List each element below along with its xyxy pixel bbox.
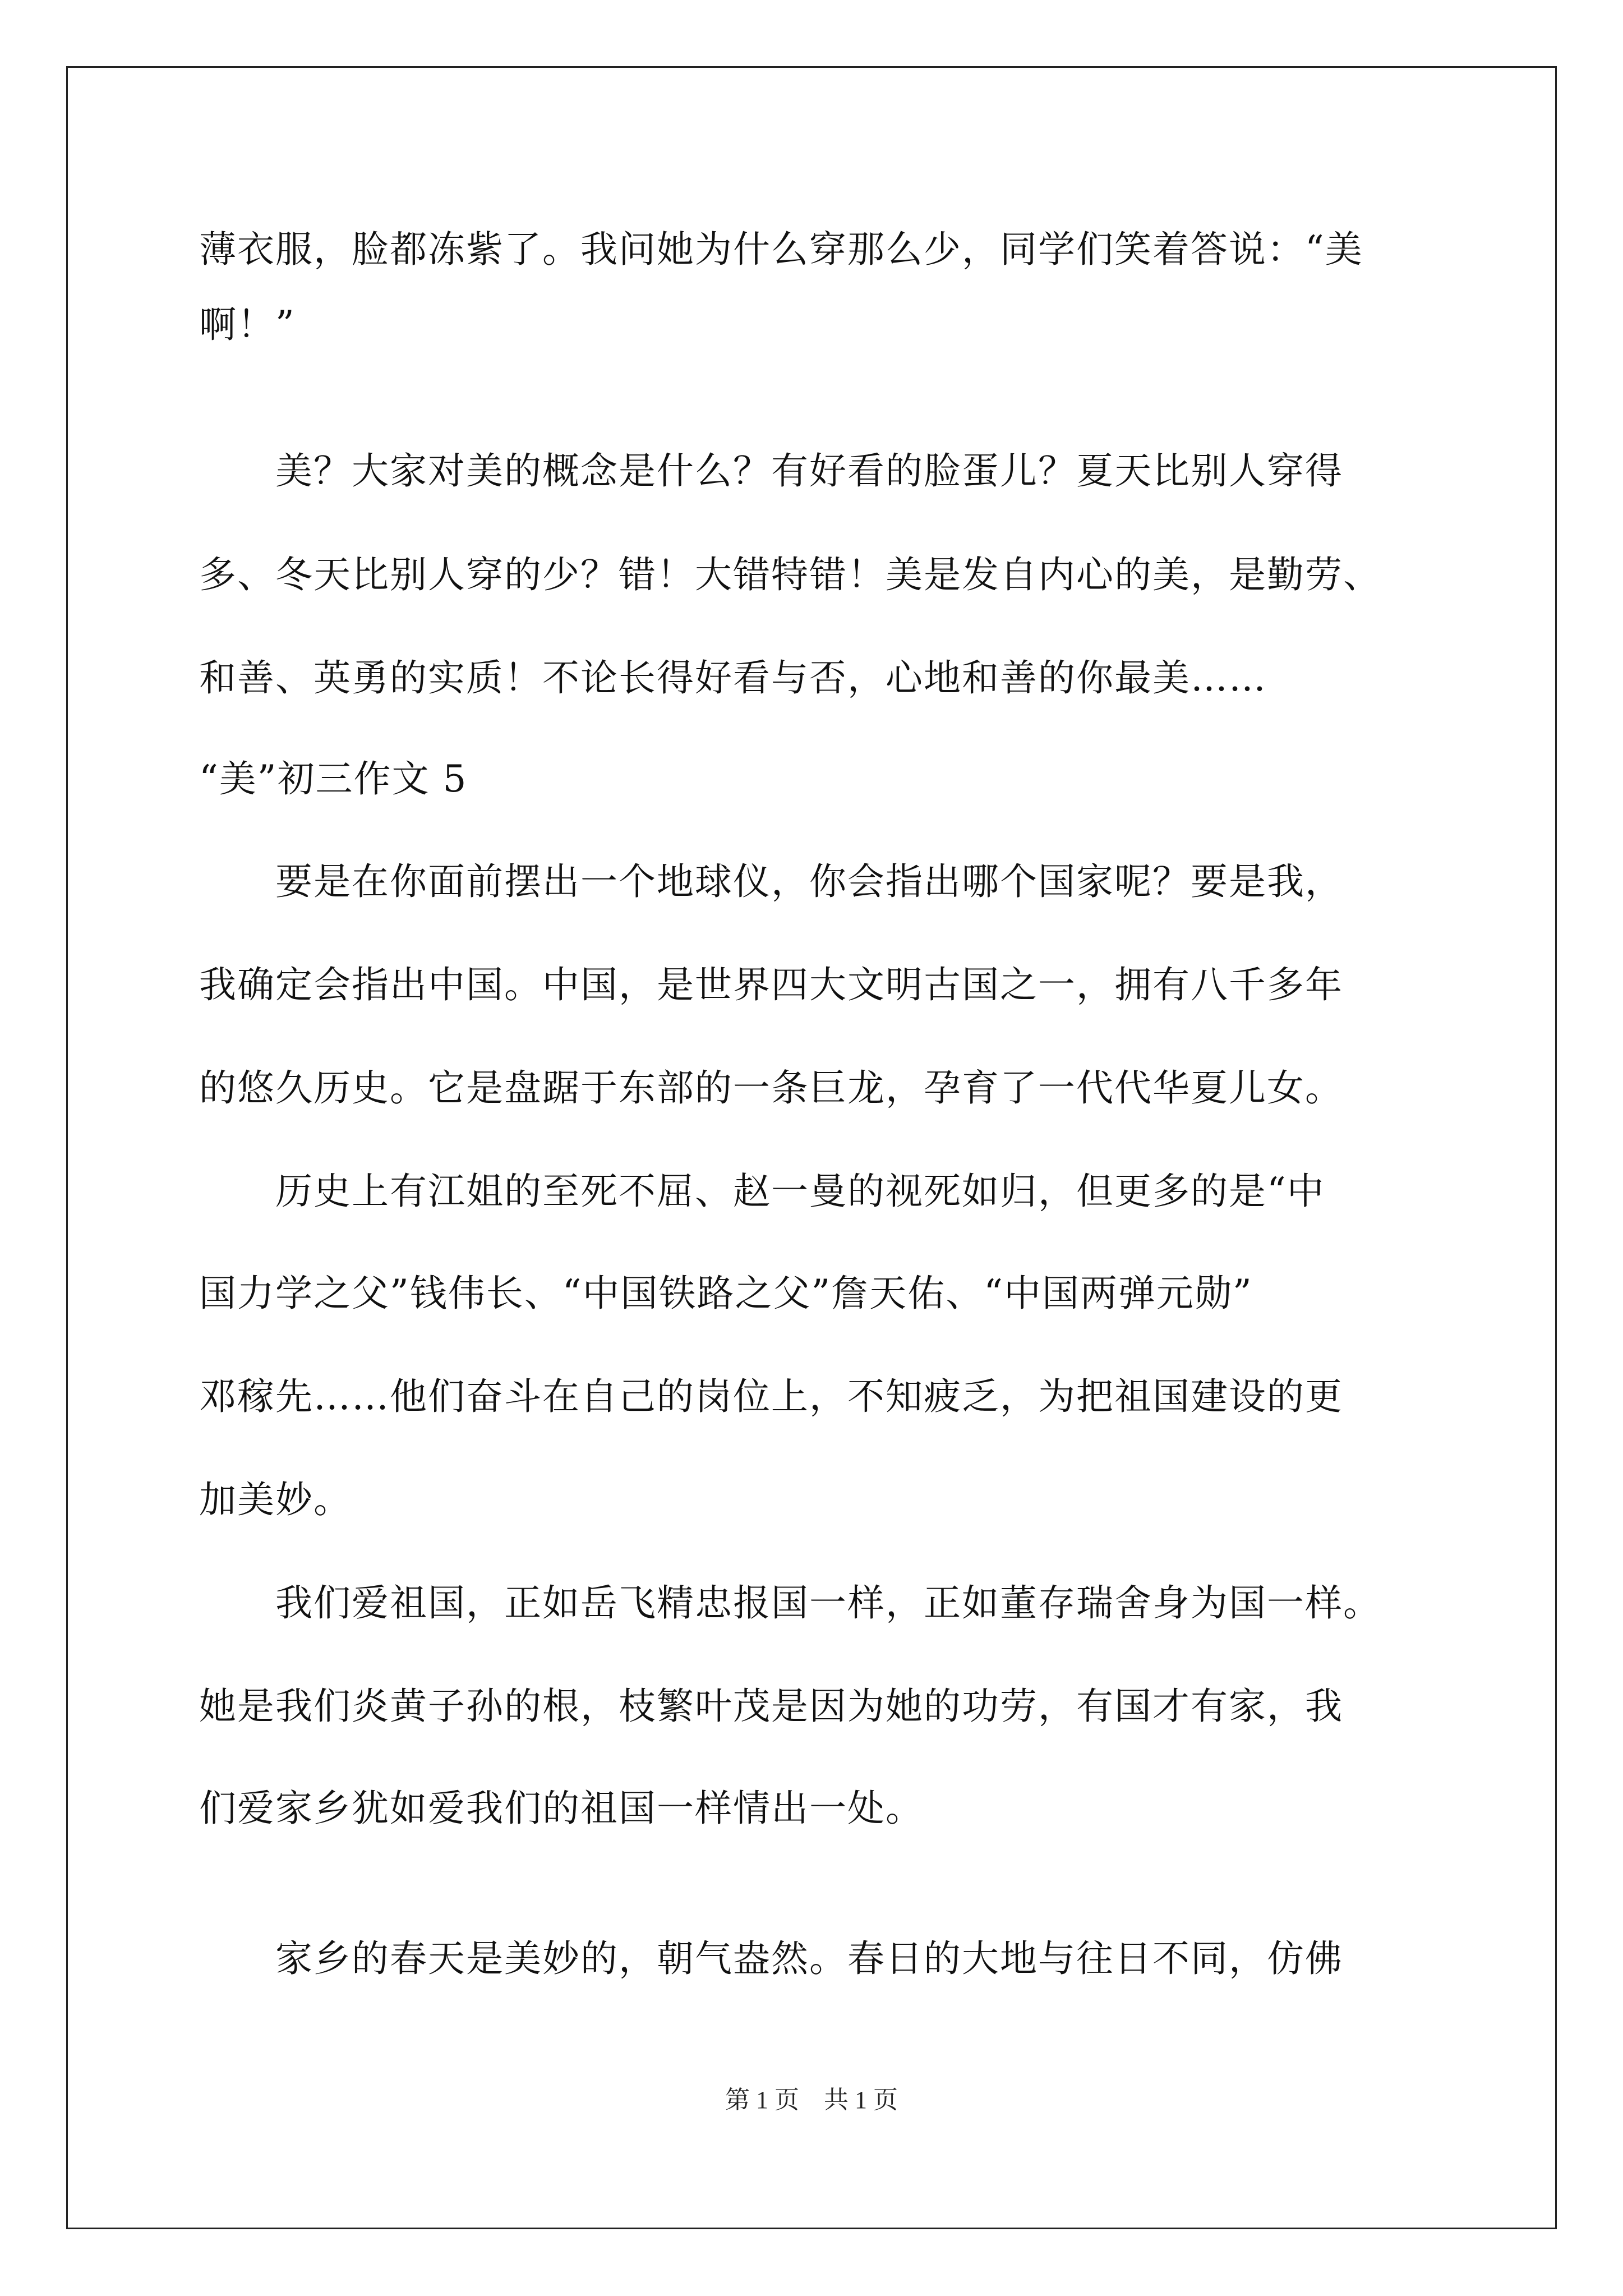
text-line: 她是我们炎黄子孙的根，枝繁叶茂是因为她的功劳，有国才有家，我 (199, 1685, 1343, 1728)
text-line: 美？大家对美的概念是什么？有好看的脸蛋儿？夏天比别人穿得 (199, 449, 1343, 493)
page-number: 第 1 页 共 1 页 (725, 2086, 898, 2114)
text-line: 我确定会指出中国。中国，是世界四大文明古国之一，拥有八千多年 (199, 963, 1343, 1006)
text-line: 的悠久历史。它是盘踞于东部的一条巨龙，孕育了一代代华夏儿女。 (199, 1066, 1343, 1110)
text-line: 家乡的春天是美妙的，朝气盎然。春日的大地与往日不同，仿佛 (199, 1937, 1343, 1980)
text-line: 要是在你面前摆出一个地球仪，你会指出哪个国家呢？要是我， (199, 860, 1343, 903)
text-line: 薄衣服，脸都冻紫了。我问她为什么穿那么少，同学们笑着答说：“美 (199, 228, 1363, 271)
text-line: 我们爱祖国，正如岳飞精忠报国一样，正如董存瑞舍身为国一样。 (199, 1581, 1381, 1625)
text-line: 国力学之父”钱伟长、“中国铁路之父”詹天佑、“中国两弹元勋” (199, 1272, 1253, 1315)
text-line: 邓稼先……他们奋斗在自己的岗位上，不知疲乏，为把祖国建设的更 (199, 1375, 1343, 1418)
page-border (66, 66, 1557, 2229)
section-heading: “美”初三作文 5 (199, 757, 468, 800)
text-line: 们爱家乡犹如爱我们的祖国一样情出一处。 (199, 1787, 924, 1830)
text-line: 和善、英勇的实质！不论长得好看与否，心地和善的你最美…… (199, 656, 1267, 700)
text-line: 加美妙。 (199, 1478, 352, 1521)
text-line: 多、冬天比别人穿的少？错！大错特错！美是发自内心的美，是勤劳、 (199, 553, 1381, 596)
text-line: 历史上有江姐的至死不屈、赵一曼的视死如归，但更多的是“中 (199, 1170, 1325, 1213)
text-line: 啊！” (199, 303, 296, 346)
